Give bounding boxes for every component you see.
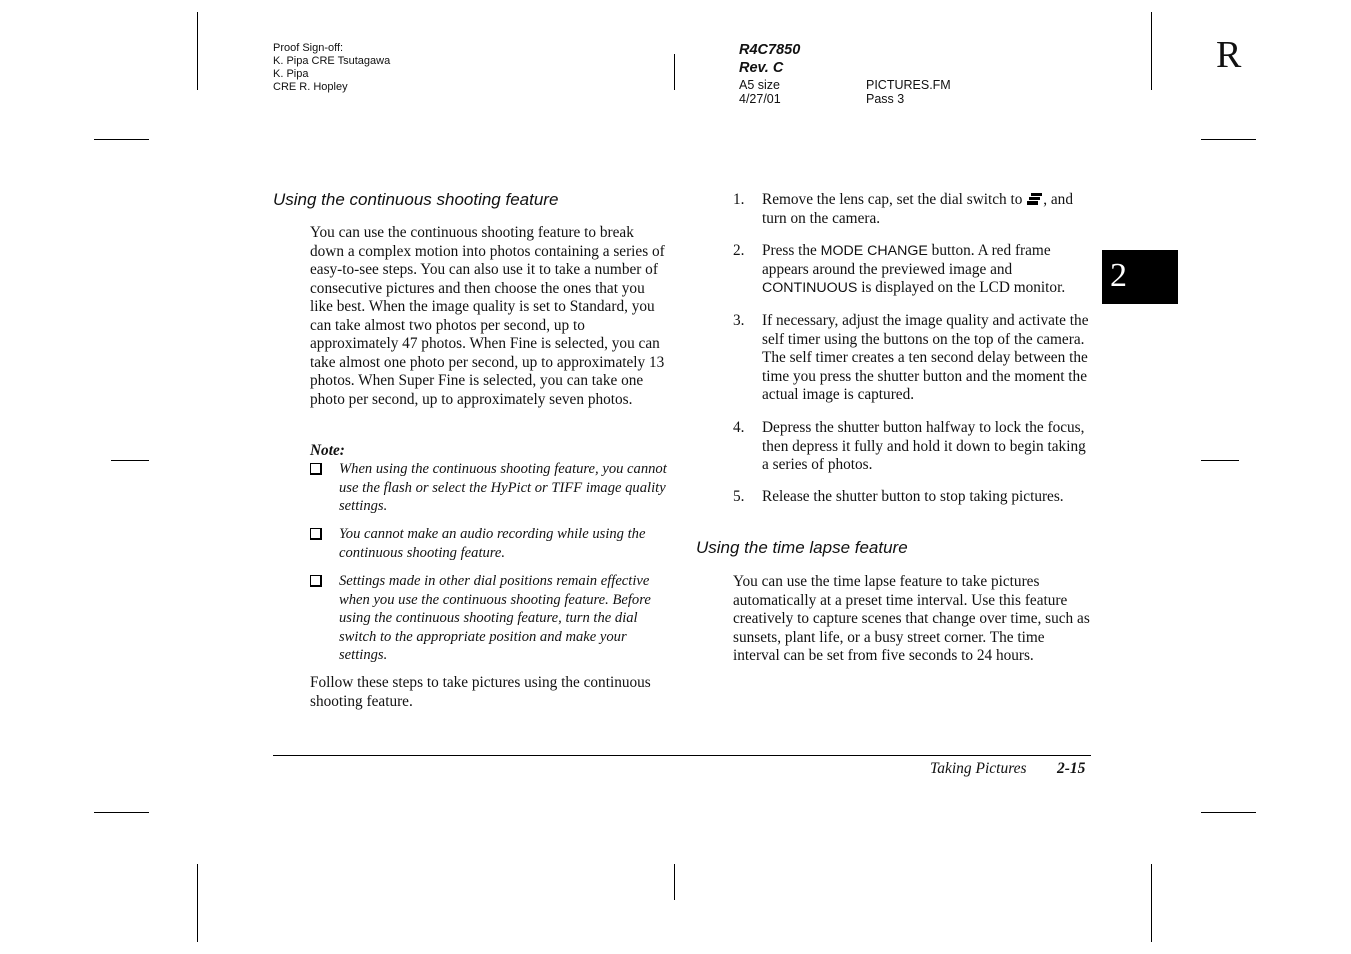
step-text: If necessary, adjust the image quality and activate the self timer using the buttons on the top of the camera. The self timer creates a ten second delay between the time you press the shutter button and the moment the actual image is captured.	[762, 312, 1089, 403]
chapter-number: 2	[1110, 257, 1127, 294]
step-text-part: Remove the lens cap, set the dial switch to	[762, 191, 1023, 208]
chapter-tab	[1102, 250, 1178, 304]
page-size: A5 size	[739, 78, 780, 92]
step-text-part: Press the	[762, 242, 821, 259]
step-number: 2.	[733, 242, 745, 259]
crop-mark	[1201, 139, 1256, 140]
button-name: MODE CHANGE	[820, 243, 928, 259]
doc-date: 4/27/01	[739, 92, 781, 106]
follow-paragraph: Follow these steps to take pictures using the continuous shooting feature.	[310, 674, 651, 710]
time-lapse-paragraph: You can use the time lapse feature to take pictures automatically at a preset time interval. Use this feature creatively to capture scenes that change over time, such as sunsets, plant life, or a busy street corner. The time interval can be set from five seconds to 24 hours.	[733, 573, 1090, 664]
crop-mark	[94, 812, 149, 813]
section-heading: Using the continuous shooting feature	[273, 190, 559, 209]
lcd-text: CONTINUOUS	[762, 280, 858, 296]
step-text-part: , and turn on the camera.	[762, 191, 1073, 227]
step-number: 5.	[733, 488, 745, 505]
pass-number: Pass 3	[866, 92, 905, 106]
step-text	[762, 191, 1094, 228]
crop-mark	[1151, 864, 1152, 942]
intro-paragraph: You can use the continuous shooting feature to break down a complex motion into photos containing a series of easy-to-see steps. You can also use it to take a number of consecutive pictures and then choose the ones that you like best. When the image quality is set to Standard, you can take almost two photos per second, up to approximately 47 photos. When Fine is selected, you can take almost one photo per second, up to approximately 13 photos. When Super Fine is selected, you can take one photo per second, up to approximately seven photos.	[310, 224, 665, 408]
crop-mark	[197, 864, 198, 942]
checkbox-bullet-icon	[310, 575, 322, 587]
crop-mark	[674, 54, 675, 90]
registration-mark: R	[1216, 34, 1242, 76]
section-heading: Using the time lapse feature	[696, 538, 908, 557]
step-number: 3.	[733, 312, 745, 329]
note-label: Note:	[310, 442, 345, 459]
step-number: 1.	[733, 191, 745, 208]
revision: Rev. C	[739, 60, 784, 76]
doc-meta-left	[739, 78, 781, 106]
crop-mark	[1201, 460, 1239, 461]
proof-line: K. Pipa CRE Tsutagawa	[273, 55, 391, 67]
footer-chapter-title: Taking Pictures	[930, 760, 1027, 777]
step-text-part: button. A red frame appears around the previewed image and	[762, 242, 1051, 278]
doc-code-block	[739, 41, 800, 77]
continuous-mode-icon	[1027, 193, 1042, 205]
file-name: PICTURES.FM	[866, 78, 951, 92]
crop-mark	[1151, 12, 1152, 90]
proof-signoff	[273, 42, 390, 94]
footer-rule	[273, 755, 1091, 756]
checkbox-bullet-icon	[310, 528, 322, 540]
doc-code: R4C7850	[739, 42, 801, 58]
proof-line: K. Pipa	[273, 68, 309, 80]
step-text	[762, 242, 1094, 298]
crop-mark	[111, 460, 149, 461]
crop-mark	[1201, 812, 1256, 813]
proof-line: Proof Sign-off:	[273, 42, 344, 54]
step-text-part: is displayed on the LCD monitor.	[857, 279, 1066, 296]
step-text: Depress the shutter button halfway to lock the focus, then depress it fully and hold it down to begin taking a series of photos.	[762, 419, 1086, 473]
note-text: Settings made in other dial positions remain effective when you use the continuous shooting feature. Before using the continuous shooting feature, turn the dial switch to the appropriate position and make your settings.	[339, 573, 651, 663]
step-text: Release the shutter button to stop taking pictures.	[762, 488, 1064, 505]
step-number: 4.	[733, 419, 745, 436]
note-text: You cannot make an audio recording while using the continuous shooting feature.	[339, 526, 646, 561]
checkbox-bullet-icon	[310, 463, 322, 475]
page-number: 2-15	[1057, 760, 1086, 777]
crop-mark	[674, 864, 675, 900]
crop-mark	[197, 12, 198, 90]
proof-line: CRE R. Hopley	[273, 81, 348, 93]
doc-meta-right	[866, 78, 951, 106]
crop-mark	[94, 139, 149, 140]
note-text: When using the continuous shooting feature, you cannot use the flash or select the HyPict or TIFF image quality settings.	[339, 461, 667, 514]
